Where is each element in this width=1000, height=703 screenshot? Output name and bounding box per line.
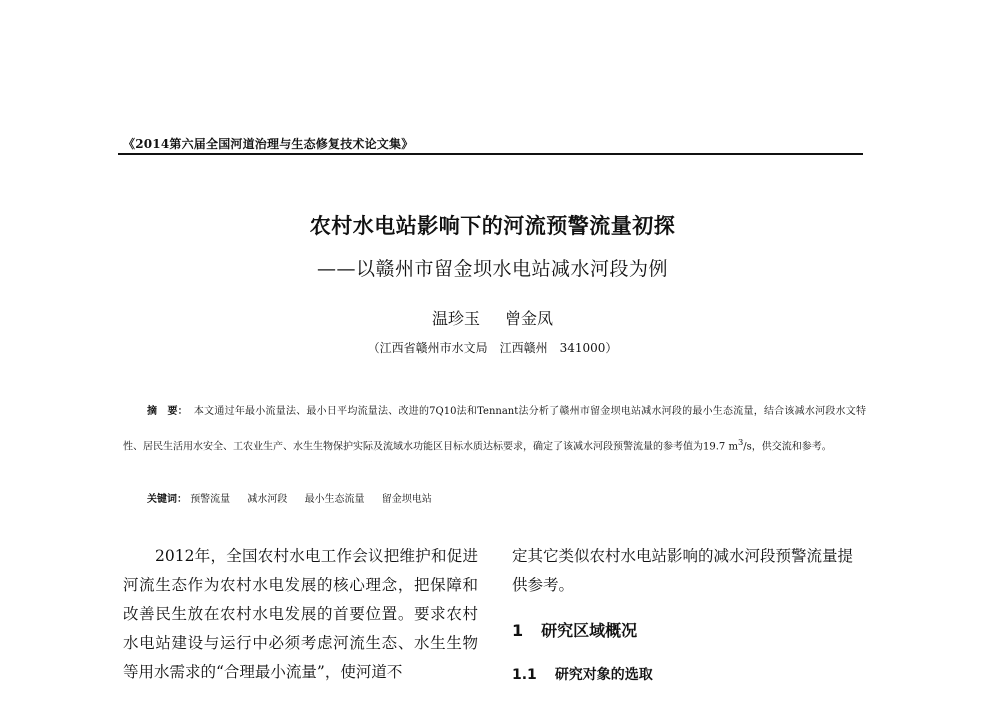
keywords [147, 490, 847, 505]
section-heading [512, 618, 637, 641]
header-rule [118, 153, 863, 155]
abstract-text-end: /s，供交流和参考。 [743, 441, 832, 453]
author-name: 曾金凤 [505, 309, 554, 328]
subsection-heading [512, 664, 653, 684]
paper-subtitle: ——以赣州市留金坝水电站减水河段为例 [316, 258, 668, 280]
running-header: 《2014第六届全国河道治理与生态修复技术论文集》 [123, 137, 414, 151]
body-column-left [123, 542, 478, 687]
abstract-label: 摘 要： [147, 406, 188, 417]
abstract-unit-superscript: 3 [737, 437, 744, 447]
subsection-title: 研究对象的选取 [554, 667, 653, 683]
abstract-text: 本文通过年最小流量法、最小日平均流量法、改进的7Q10法和Tennant法分析了赣州市留金坝电站减水河段的最小生态流量，结合该减水河段水文特性、居民生活用水安全、工农业生产、水生生物保护实际及流域水功能区目标水质达标要求，确定了该减水河段预警流量的参考值为19.7 m [123, 406, 867, 453]
affiliation: （江西省赣州市水文局 江西赣州 341000） [367, 341, 618, 355]
keyword: 留金坝电站 [381, 494, 432, 505]
section-number: 1 [512, 621, 524, 640]
keywords-label: 关键词： [147, 494, 187, 505]
body-column-right: 定其它类似农村水电站影响的减水河段预警流量提供参考。 [512, 547, 854, 594]
keyword: 最小生态流量 [304, 494, 365, 505]
body-paragraph: 2012年，全国农村水电工作会议把维护和促进河流生态作为农村水电发展的核心理念，把保障和改善民生放在农村水电发展的首要位置。要求农村水电站建设与运行中必须考虑河流生态、水生生物等用水需求的“合理最小流量”，使河道不 [123, 547, 478, 681]
paper-title: 农村水电站影响下的河流预警流量初探 [309, 214, 676, 238]
abstract [123, 396, 866, 462]
author-name: 温珍玉 [431, 309, 480, 328]
authors [0, 306, 985, 329]
section-title: 研究区域概况 [541, 621, 638, 640]
subsection-number: 1.1 [512, 667, 537, 683]
keyword: 预警流量 [190, 494, 231, 505]
keyword: 减水河段 [247, 494, 288, 505]
